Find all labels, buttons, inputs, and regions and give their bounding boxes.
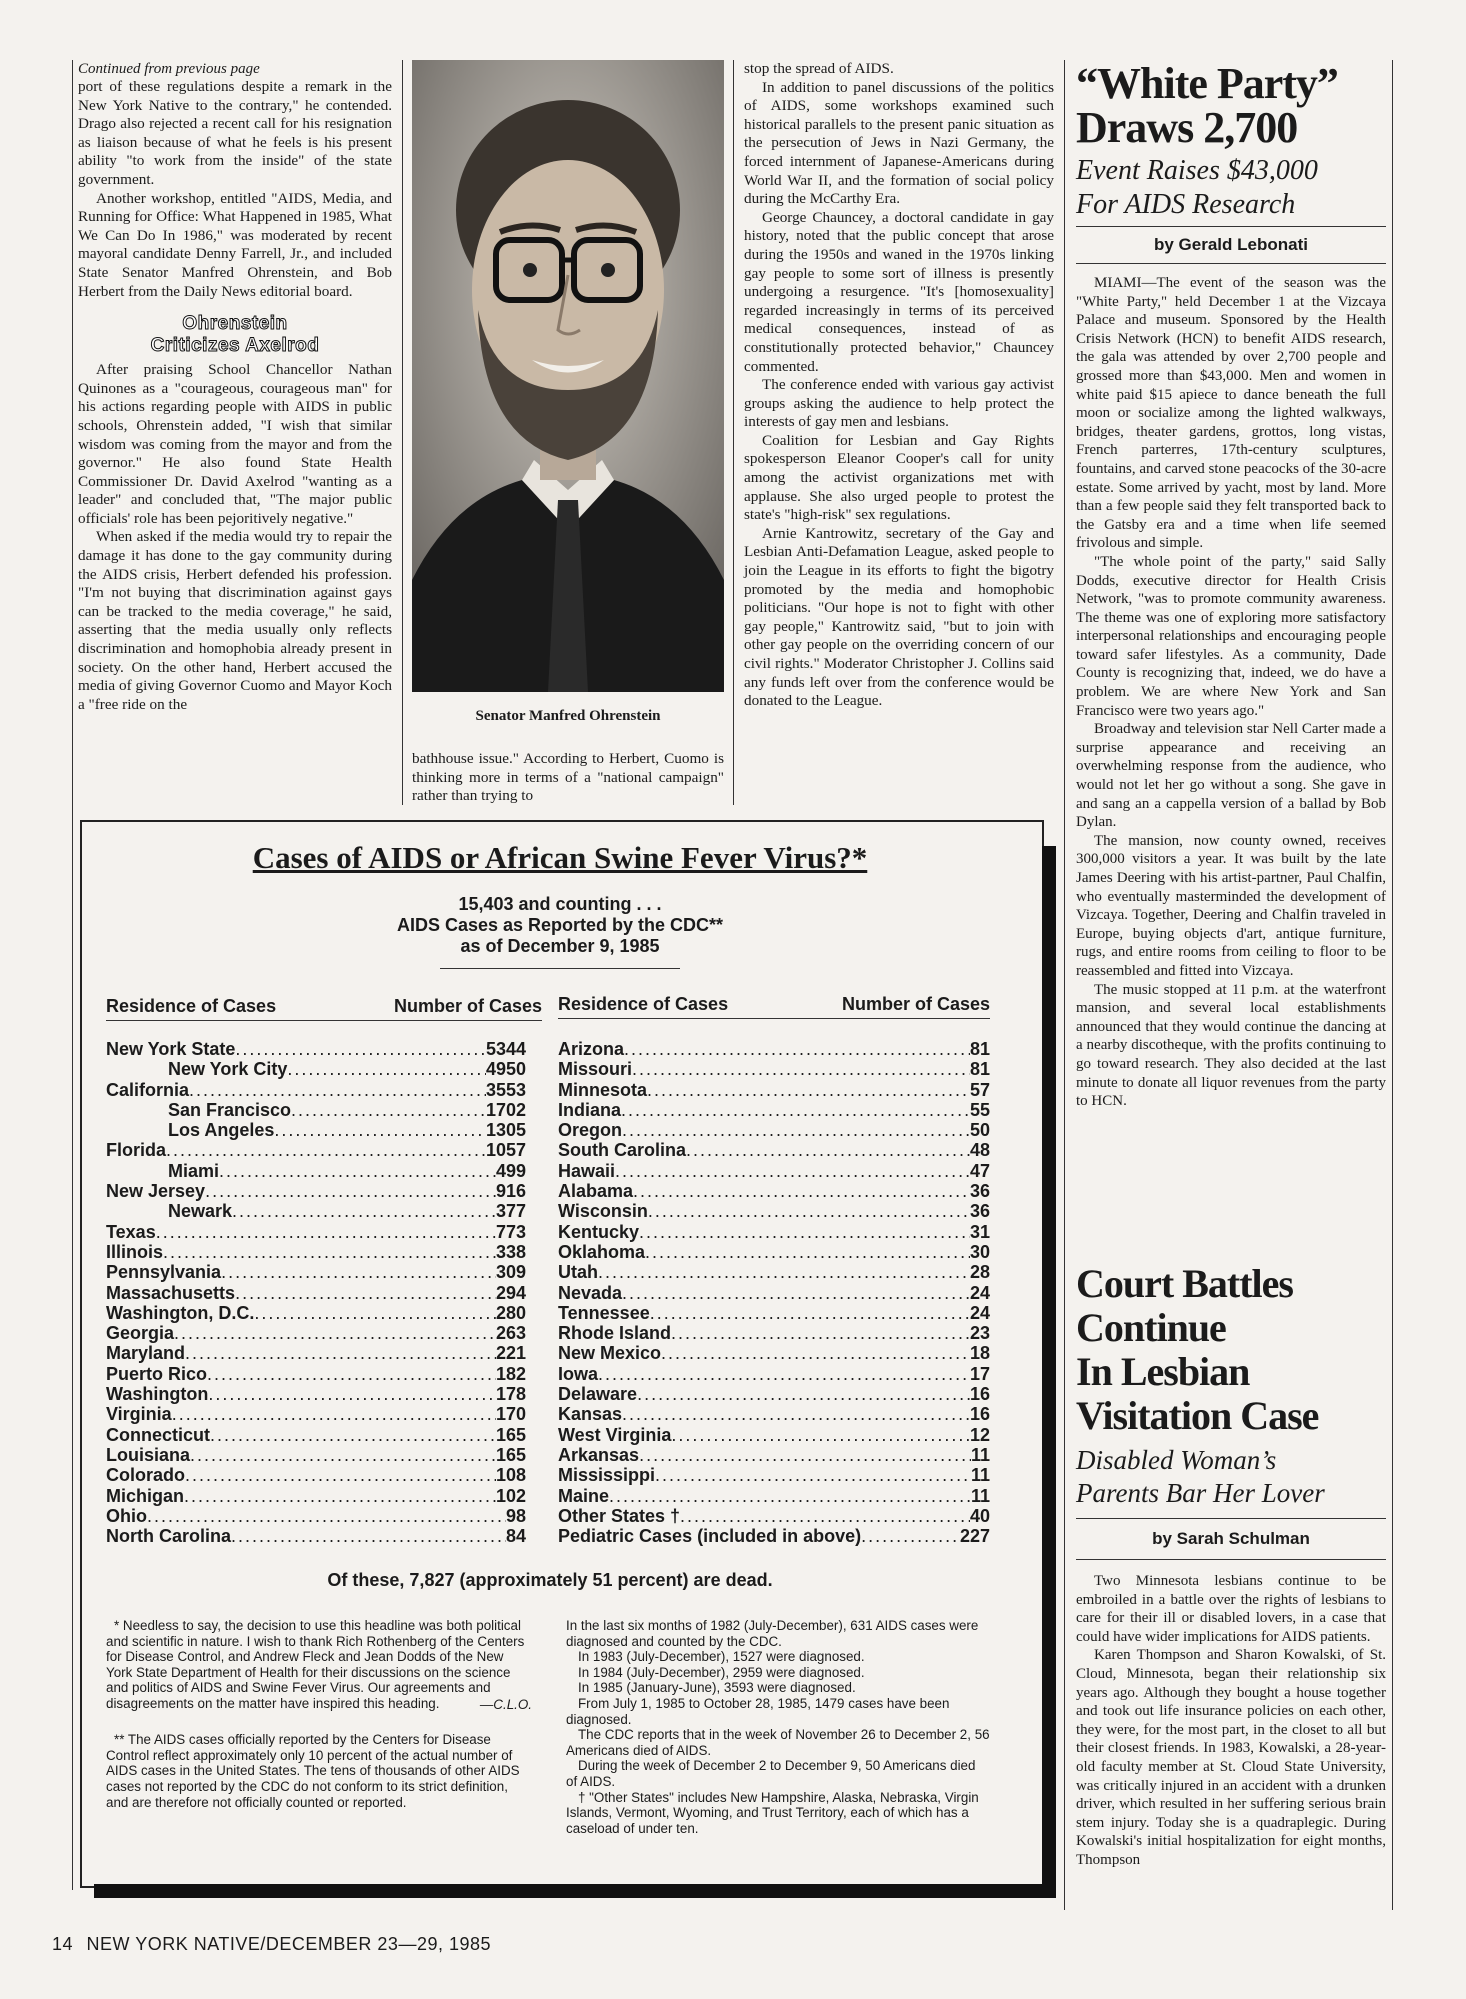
case-count: 50 <box>969 1120 990 1141</box>
case-count: 81 <box>969 1039 990 1059</box>
col3-paragraph: In addition to panel discussions of the politics of AIDS, some workshops examined such historical parallels to the present panic situation as the persecution of Jews in Nazi Germany, the forced internment of Japanese-Americans during World War II, and the formation of social policy during the McCarthy Era. <box>744 78 1054 208</box>
case-residence: New York State <box>106 1039 236 1059</box>
leader-dots <box>655 1465 971 1485</box>
case-count: 11 <box>970 1485 990 1506</box>
leader-dots <box>680 1506 970 1526</box>
case-row <box>558 1181 990 1201</box>
case-row <box>558 1201 990 1221</box>
case-residence: Connecticut <box>106 1424 211 1445</box>
case-residence: Indiana <box>558 1099 622 1120</box>
white-party-paragraph: The music stopped at 11 p.m. at the waterfront mansion, and several local establishments announced that they would continue the dancing at a nearby discotheque, with the profits continuing to go toward research. They also decided at the last minute to donate all liquor revenues from the party to HCN. <box>1076 981 1386 1110</box>
case-row <box>558 1425 990 1445</box>
leader-dots <box>609 1486 971 1506</box>
case-residence: Michigan <box>106 1485 185 1506</box>
leader-dots <box>219 1161 496 1181</box>
right-margin-rule <box>1392 60 1393 1910</box>
leader-dots <box>205 1181 496 1201</box>
col3-paragraph: Arnie Kantrowitz, secretary of the Gay and Lesbian Anti-Defamation League, asked people to join the League in its efforts to fight the bigotry promoted by the media and homophobic politicians. "Our hope is not to fight with other gay people," Kantrowitz said, "but to join with other gay people on the overriding concern of our civil rights." Moderator Christopher J. Collins said any funds left over from the conference would be donated to the League. <box>744 524 1054 710</box>
leader-dots <box>648 1201 970 1221</box>
case-row <box>558 1404 990 1424</box>
col3-paragraph: Coalition for Lesbian and Gay Rights spokesperson Eleanor Cooper's call for unity among the activist organizations met with applause. She also urged people to protest the state's "high-risk" sex regulations. <box>744 431 1054 524</box>
case-count: 165 <box>495 1444 526 1465</box>
page-footer <box>52 1934 491 1955</box>
case-residence: Minnesota <box>558 1079 648 1100</box>
divider <box>1076 1518 1386 1519</box>
subhead-ohrenstein: Ohrenstein <box>182 313 288 335</box>
court-headline-2: Continue <box>1076 1305 1226 1350</box>
case-residence: South Carolina <box>558 1140 687 1161</box>
header-residence: Residence of Cases <box>106 996 277 1016</box>
leader-dots <box>208 1384 496 1404</box>
box-shadow-right <box>1042 846 1056 1898</box>
case-residence: Massachusetts <box>106 1282 236 1303</box>
case-residence: San Francisco <box>168 1099 292 1120</box>
aids-cases-box <box>80 820 1056 1898</box>
white-party-headline-2: Draws 2,700 <box>1076 103 1298 152</box>
case-residence: Pediatric Cases (included in above) <box>558 1526 862 1547</box>
col1-paragraph: After praising School Chancellor Nathan Quinones as a "courageous, courageous man" for his actions regarding people with AIDS in public schools, Ohrenstein added, "I wish that similar wisdom was coming from the mayor and from the governor." He also found State Health Commissioner Dr. David Axelrod "wanting as a leader" and concluded that, "The major public officials' role has been pejoritively negative." <box>78 361 392 527</box>
footnotes-left <box>106 1618 532 1810</box>
case-row <box>106 1080 526 1100</box>
leader-dots <box>639 1222 970 1242</box>
case-row <box>558 1323 990 1343</box>
case-row <box>558 1445 990 1465</box>
case-count: 48 <box>969 1140 990 1161</box>
leader-dots <box>622 1283 970 1303</box>
case-residence: West Virginia <box>558 1424 672 1445</box>
case-count: 84 <box>505 1526 526 1547</box>
case-row <box>106 1404 526 1424</box>
case-residence: Washington <box>106 1384 209 1405</box>
case-row <box>558 1343 990 1363</box>
case-residence: Nevada <box>558 1282 623 1303</box>
page-number: 14 <box>52 1934 74 1954</box>
footnote-stat: In 1985 (January-June), 3593 were diagnosed. <box>578 1680 856 1696</box>
court-deck-1: Disabled Woman’s <box>1076 1445 1277 1475</box>
col3-paragraph: stop the spread of AIDS. <box>744 60 894 77</box>
left-margin-rule <box>72 60 73 1890</box>
case-count: 16 <box>969 1404 990 1425</box>
case-count: 24 <box>969 1302 990 1323</box>
photo-caption: Senator Manfred Ohrenstein <box>475 708 661 724</box>
leader-dots <box>231 1526 506 1546</box>
case-count: 98 <box>505 1505 526 1526</box>
footnote-stat: During the week of December 2 to December 9, 50 Americans died of AIDS. <box>566 1758 976 1789</box>
leader-dots <box>633 1181 970 1201</box>
case-row <box>558 1506 990 1526</box>
leader-dots <box>185 1465 496 1485</box>
leader-dots <box>615 1161 970 1181</box>
white-party-paragraph: The mansion, now county owned, receives 300,000 visitors a year. It was built by the late James Deering with his artist-partner, Paul Chalfin, who eventually masterminded the development of Vizcaya. Together, Deering and Chalfin traveled in Europe, buying objects d'art, antique furniture, rugs, and entire rooms from ceiling to floor to be reassembled and fitted into Vizcaya. <box>1076 832 1386 979</box>
leader-dots <box>185 1343 496 1363</box>
box-sub-source: AIDS Cases as Reported by the CDC** <box>396 915 724 935</box>
column-3 <box>744 60 1054 711</box>
case-row <box>106 1465 526 1485</box>
case-count: 18 <box>969 1343 990 1364</box>
leader-dots <box>156 1222 496 1242</box>
col3-paragraph: The conference ended with various gay activist groups asking the audience to help protect the interests of gay men and lesbians. <box>744 376 1054 431</box>
case-residence: Rhode Island <box>558 1323 672 1344</box>
case-residence: Georgia <box>106 1323 175 1344</box>
case-residence: Illinois <box>106 1241 164 1262</box>
case-row <box>558 1059 990 1079</box>
case-residence: Los Angeles <box>168 1120 275 1141</box>
leader-dots <box>622 1120 970 1140</box>
case-row <box>558 1161 990 1181</box>
box-sub-count: 15,403 and counting . . . <box>458 894 662 914</box>
leader-dots <box>147 1506 506 1526</box>
case-residence: Puerto Rico <box>106 1363 208 1384</box>
case-row <box>558 1526 990 1546</box>
leader-dots <box>639 1445 971 1465</box>
case-count: 916 <box>495 1181 526 1202</box>
leader-dots <box>254 1303 496 1323</box>
case-row <box>558 1140 990 1160</box>
court-battles-article <box>1076 1262 1386 1870</box>
leader-dots <box>232 1201 496 1221</box>
leader-dots <box>645 1242 970 1262</box>
divider <box>1076 263 1386 264</box>
case-row <box>106 1486 526 1506</box>
leader-dots <box>637 1384 970 1404</box>
case-count: 16 <box>969 1384 990 1405</box>
case-row <box>106 1161 526 1181</box>
case-count: 4950 <box>485 1059 526 1080</box>
case-count: 1702 <box>485 1099 526 1120</box>
case-row <box>106 1181 526 1201</box>
white-party-paragraph: MIAMI—The event of the season was the "White Party," held December 1 at the Vizcaya Palace and museum. Sponsored by the Health Crisis Network (HCN) to benefit AIDS research, the gala was attended by over 2,700 people and grossed more than $43,000. Men and women in white paid $15 apiece to dance beneath the full moon or socialize among the lighted walkways, bridges, theater gardens, grottos, long vistas, French parterres, 17th-century sculptures, fountains, and carved stone peacocks of the 30-acre estate. Some arrived by yacht, most by land. More than a few people said they felt transported back to the Gatsby era and a time when life seemed frivolous and simple. <box>1076 275 1386 552</box>
court-headline-4: Visitation Case <box>1076 1393 1319 1438</box>
case-row <box>558 1303 990 1323</box>
leader-dots <box>166 1140 486 1160</box>
white-party-deck-1: Event Raises $43,000 <box>1076 155 1318 186</box>
case-row <box>558 1100 990 1120</box>
col1-paragraph: Another workshop, entitled "AIDS, Media, and Running for Office: What Happened in 1985, What We Can Do In 1986," was moderated by recent mayoral candidate Denny Farrell, Jr., and included State Senator Manfred Ohrenstein, and Bob Herbert from the Daily News editorial board. <box>78 189 392 300</box>
court-byline: by Sarah Schulman <box>1152 1529 1310 1548</box>
header-number: Number of Cases <box>393 996 542 1016</box>
leader-dots <box>235 1283 496 1303</box>
case-count: 17 <box>969 1363 990 1384</box>
footnote-stat: From July 1, 1985 to October 28, 1985, 1479 cases have been diagnosed. <box>566 1695 950 1727</box>
case-residence: Wisconsin <box>558 1201 648 1222</box>
divider <box>1076 226 1386 227</box>
footnote-stat: In 1984 (July-December), 2959 were diagnosed. <box>578 1664 865 1680</box>
case-row <box>558 1222 990 1242</box>
case-count: 178 <box>495 1384 526 1405</box>
case-count: 338 <box>495 1241 526 1262</box>
case-residence: Iowa <box>558 1363 599 1384</box>
col1-paragraph: When asked if the media would try to repair the damage it has done to the gay community during the AIDS crisis, Herbert defended his profession. "I'm not buying that discrimination against gays can be tracked to the media coverage," he said, asserting that the media usually only reflects discrimination and homophobia already present in society. On the other hand, Herbert accused the media of giving Governor Cuomo and Mayor Koch a "free ride on the <box>78 528 392 713</box>
leader-dots <box>190 1445 496 1465</box>
case-row <box>106 1506 526 1526</box>
case-count: 24 <box>969 1282 990 1303</box>
case-count: 31 <box>969 1221 990 1242</box>
case-count: 57 <box>969 1079 990 1100</box>
box-shadow-bottom <box>94 1884 1056 1898</box>
footnote-stat: The CDC reports that in the week of November 26 to December 2, 56 Americans died of AIDS. <box>566 1727 990 1758</box>
case-residence: Utah <box>558 1262 598 1283</box>
case-count: 81 <box>969 1059 990 1080</box>
right-case-table <box>558 1039 990 1546</box>
case-row <box>558 1120 990 1140</box>
right-table-header <box>558 994 990 1015</box>
footnote-stat: In 1983 (July-December), 1527 were diagnosed. <box>578 1649 865 1665</box>
case-count: 499 <box>495 1160 526 1181</box>
white-party-article <box>1076 59 1386 1111</box>
case-residence: Pennsylvania <box>106 1262 222 1283</box>
case-residence: Kansas <box>558 1404 623 1425</box>
case-row <box>558 1465 990 1485</box>
footnote-dagger: † "Other States" includes New Hampshire, Alaska, Nebraska, Virgin Islands, Vermont, Wyoming, and Trust Territory, each of which has a caseload of under ten. <box>566 1789 979 1836</box>
leader-dots <box>622 1404 970 1424</box>
case-residence: Hawaii <box>558 1160 616 1181</box>
case-count: 221 <box>495 1343 526 1364</box>
case-count: 11 <box>970 1444 990 1465</box>
col3-paragraph: George Chauncey, a doctoral candidate in gay history, noted that the public concept that arose during the 1950s and waned in the 1970s linking gay people to some sort of illness is presently undergoing a resurgence. "It's [homosexuality] regarded increasingly in terms of its perceived medical consequences, instead of as constitutionally protected behavior," Chauncey commented. <box>744 208 1054 375</box>
case-residence: Maine <box>558 1485 610 1506</box>
case-row <box>106 1201 526 1221</box>
leader-dots <box>621 1100 970 1120</box>
leader-dots <box>163 1242 496 1262</box>
footnote-signature: —C.L.O. <box>479 1696 532 1712</box>
case-count: 1305 <box>485 1120 526 1141</box>
case-row <box>106 1120 526 1140</box>
case-row <box>106 1445 526 1465</box>
case-row <box>558 1384 990 1404</box>
court-headline-3: In Lesbian <box>1076 1349 1250 1394</box>
case-row <box>558 1080 990 1100</box>
case-residence: Virginia <box>106 1404 172 1425</box>
case-row <box>106 1384 526 1404</box>
white-party-deck-2: For AIDS Research <box>1076 189 1296 220</box>
case-row <box>106 1059 526 1079</box>
leader-dots <box>287 1059 486 1079</box>
case-residence: New York City <box>168 1059 288 1080</box>
case-residence: Newark <box>168 1201 233 1222</box>
case-count: 294 <box>495 1282 526 1303</box>
leader-dots <box>189 1080 486 1100</box>
case-residence: New Jersey <box>106 1181 206 1202</box>
col1-paragraph: port of these regulations despite a remark in the New York Native to the contrary," he contended. Drago also rejected a recent call for his resignation as liaison because of what he feels is his present ability "to work from the inside" of the state government. <box>78 78 392 188</box>
case-count: 47 <box>969 1160 990 1181</box>
case-count: 227 <box>959 1526 990 1547</box>
case-count: 108 <box>495 1465 526 1486</box>
case-count: 40 <box>969 1505 990 1526</box>
court-paragraph: Two Minnesota lesbians continue to be embroiled in a battle over the rights of lesbians to care for their ill or disabled lovers, in a case that could have wider implications for AIDS patients. <box>1076 1573 1386 1645</box>
case-row <box>106 1140 526 1160</box>
case-count: 377 <box>495 1201 526 1222</box>
case-count: 1057 <box>485 1140 526 1161</box>
footnote-star: * Needless to say, the decision to use this headline was both political and scientific in nature. I wish to thank Rich Rothenberg of the Centers for Disease Control, and Andrew Fleck and Jean Dodds of the New York State Department of Health for their discussions on the science and politics of AIDS and Swine Fever Virus. Our agreements and disagreements on the matter have inspired this heading. <box>106 1618 525 1711</box>
box-title: Cases of AIDS or African Swine Fever Virus?* <box>252 840 868 875</box>
case-count: 36 <box>969 1201 990 1222</box>
column-rule-3 <box>1064 60 1065 1910</box>
white-party-byline: by Gerald Lebonati <box>1154 235 1308 254</box>
case-row <box>106 1100 526 1120</box>
case-residence: Miami <box>168 1160 220 1181</box>
deaths-summary: Of these, 7,827 (approximately 51 percent) are dead. <box>327 1570 773 1590</box>
case-count: 12 <box>969 1424 990 1445</box>
case-count: 102 <box>495 1485 526 1506</box>
leader-dots <box>172 1404 496 1424</box>
case-row <box>106 1262 526 1282</box>
case-residence: Maryland <box>106 1343 186 1364</box>
case-count: 30 <box>969 1241 990 1262</box>
case-row <box>558 1364 990 1384</box>
case-count: 55 <box>969 1099 990 1120</box>
case-row <box>106 1364 526 1384</box>
case-residence: Oregon <box>558 1120 623 1141</box>
case-row <box>106 1425 526 1445</box>
case-residence: Tennessee <box>558 1302 650 1323</box>
publication-line: NEW YORK NATIVE/DECEMBER 23—29, 1985 <box>86 1934 492 1954</box>
header-rule <box>558 1018 990 1019</box>
case-row <box>558 1283 990 1303</box>
case-residence: Washington, D.C. <box>106 1302 255 1323</box>
continued-note: Continued from previous page <box>78 61 260 77</box>
leader-dots <box>650 1303 970 1323</box>
case-residence: Mississippi <box>558 1465 656 1486</box>
case-count: 309 <box>495 1262 526 1283</box>
case-residence: Colorado <box>106 1465 185 1486</box>
footnote-stat: In the last six months of 1982 (July-December), 631 AIDS cases were diagnosed and counted by the CDC. <box>566 1618 979 1649</box>
case-row <box>106 1039 526 1059</box>
left-case-table <box>106 1039 526 1546</box>
case-residence: Arizona <box>558 1039 625 1059</box>
leader-dots <box>184 1486 496 1506</box>
white-party-headline-1: “White Party” <box>1076 59 1338 108</box>
case-count: 28 <box>969 1262 990 1283</box>
case-count: 182 <box>495 1363 526 1384</box>
case-residence: Arkansas <box>558 1444 640 1465</box>
case-count: 3553 <box>485 1079 526 1100</box>
case-residence: Louisiana <box>106 1444 191 1465</box>
col2-paragraph: bathhouse issue." According to Herbert, Cuomo is thinking more in terms of a "national campaign" rather than trying to <box>412 750 724 805</box>
case-count: 11 <box>970 1465 990 1486</box>
subhead-criticizes: Criticizes Axelrod <box>150 335 320 357</box>
leader-dots <box>632 1059 970 1079</box>
leader-dots <box>274 1120 486 1140</box>
leader-dots <box>235 1039 486 1059</box>
case-row <box>106 1242 526 1262</box>
column-rule-2 <box>733 60 734 805</box>
footnotes-right <box>566 1618 990 1836</box>
case-row <box>106 1526 526 1546</box>
footnote-double-star: ** The AIDS cases officially reported by the Centers for Disease Control reflect approximately only 10 percent of the actual number of AIDS cases in the United States. The tens of thousands of other AIDS cases not reported by the CDC do not conform to its strict definition, and are therefore not officially counted or reported. <box>106 1732 520 1810</box>
case-residence: California <box>106 1079 190 1100</box>
case-residence: Florida <box>106 1140 167 1161</box>
case-row <box>558 1262 990 1282</box>
leader-dots <box>221 1262 496 1282</box>
case-residence: Oklahoma <box>558 1241 646 1262</box>
case-residence: Other States † <box>558 1505 681 1526</box>
case-residence: Texas <box>106 1221 156 1242</box>
leader-dots <box>598 1364 970 1384</box>
case-residence: Delaware <box>558 1384 638 1405</box>
left-table-header <box>106 996 542 1017</box>
court-deck-2: Parents Bar Her Lover <box>1076 1478 1325 1508</box>
column-rule-1 <box>402 60 403 805</box>
case-count: 23 <box>969 1323 990 1344</box>
subtitle-rule <box>440 968 680 969</box>
leader-dots <box>174 1323 496 1343</box>
column-1 <box>78 60 392 714</box>
case-count: 5344 <box>485 1039 526 1059</box>
leader-dots <box>861 1526 960 1546</box>
case-row <box>106 1303 526 1323</box>
header-rule <box>106 1020 542 1021</box>
case-count: 773 <box>495 1221 526 1242</box>
court-paragraph: Karen Thompson and Sharon Kowalski, of St. Cloud, Minnesota, began their relationship six years ago. Although they bought a house together and took out life insurance policies on each other, they were, for the most part, in the closet to all but their closest friends. In 1983, Kowalski, a 28-year-old faculty member at St. Cloud State University, was critically injured in an accident with a drunken driver, which resulted in her suffering serious brain stem injury. Today she is a quadraplegic. During Kowalski's initial hospitalization for eight months, Thompson <box>1076 1647 1386 1868</box>
white-party-paragraph: "The whole point of the party," said Sally Dodds, executive director for Health Crisis Network, "was to promote community awareness. The theme was one of exploring more satisfactory interpersonal relationships and encouraging people toward safer lifestyles. As a community, Dade County is recognizing that, indeed, we do have a problem. We are where New York and San Francisco were two years ago." <box>1076 553 1386 719</box>
case-row <box>558 1039 990 1059</box>
case-count: 170 <box>495 1404 526 1425</box>
white-party-paragraph: Broadway and television star Nell Carter made a surprise appearance and receiving an overwhelming response from the audience, who would not let her go without a song. She gave in and sang an a cappella version of a ballad by Bob Dylan. <box>1076 721 1386 831</box>
column-2-text <box>412 750 724 806</box>
leader-dots <box>647 1080 970 1100</box>
case-row <box>106 1323 526 1343</box>
case-count: 263 <box>495 1323 526 1344</box>
case-row <box>558 1242 990 1262</box>
leader-dots <box>671 1425 970 1445</box>
court-headline-1: Court Battles <box>1076 1261 1293 1306</box>
box-subtitle <box>80 894 1040 957</box>
leader-dots <box>624 1039 970 1059</box>
case-residence: Ohio <box>106 1505 147 1526</box>
case-residence: North Carolina <box>106 1526 232 1547</box>
case-residence: New Mexico <box>558 1343 662 1364</box>
leader-dots <box>686 1140 970 1160</box>
case-row <box>106 1222 526 1242</box>
header-residence: Residence of Cases <box>558 994 729 1014</box>
case-count: 165 <box>495 1424 526 1445</box>
portrait-photo <box>412 60 724 692</box>
case-row <box>106 1343 526 1363</box>
divider <box>1076 1559 1386 1560</box>
case-residence: Alabama <box>558 1181 634 1202</box>
case-count: 36 <box>969 1181 990 1202</box>
case-row <box>558 1486 990 1506</box>
box-sub-date: as of December 9, 1985 <box>460 936 660 956</box>
header-number: Number of Cases <box>841 994 990 1014</box>
case-row <box>106 1283 526 1303</box>
portrait-illustration <box>412 60 724 692</box>
leader-dots <box>661 1343 970 1363</box>
leader-dots <box>671 1323 970 1343</box>
case-residence: Missouri <box>558 1059 633 1080</box>
leader-dots <box>207 1364 496 1384</box>
leader-dots <box>598 1262 970 1282</box>
case-count: 280 <box>495 1302 526 1323</box>
case-residence: Kentucky <box>558 1221 640 1242</box>
leader-dots <box>210 1425 496 1445</box>
leader-dots <box>291 1100 486 1120</box>
